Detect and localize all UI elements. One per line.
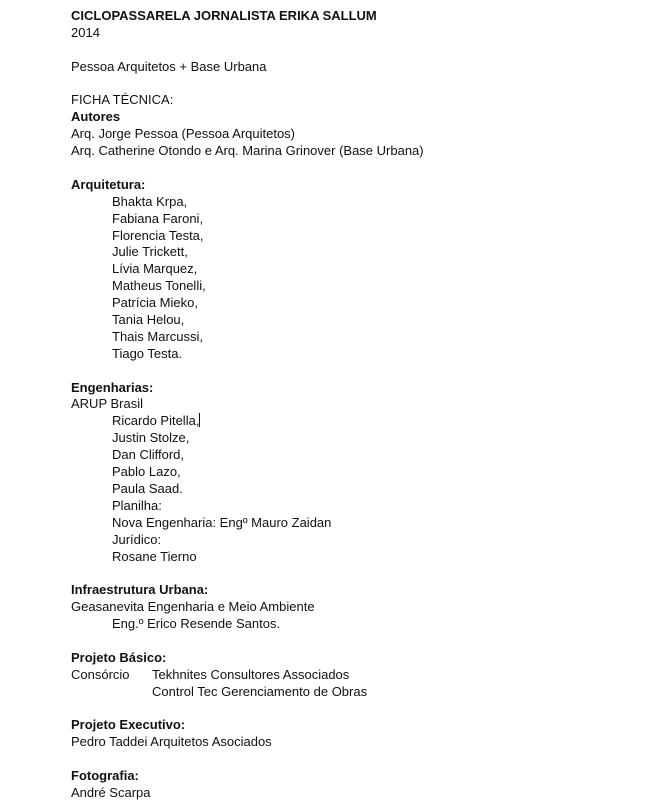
spacer bbox=[71, 751, 631, 768]
engineer-name: Pablo Lazo, bbox=[112, 464, 181, 480]
architect-name: Tania Helou, bbox=[112, 312, 185, 328]
architect-name: Tiago Testa. bbox=[112, 345, 183, 361]
arquitetura-heading: Arquitetura: bbox=[71, 176, 146, 192]
engineer-name: Jurídico: bbox=[112, 531, 162, 547]
spacer bbox=[71, 363, 631, 380]
engineer-name: Nova Engenharia: Engº Mauro Zaidan bbox=[112, 514, 332, 530]
consortium-member: Control Tec Gerenciamento de Obras bbox=[152, 683, 368, 699]
spacer bbox=[71, 42, 631, 59]
photographer-name: André Scarpa bbox=[71, 784, 151, 800]
autores-heading: Autores bbox=[71, 109, 121, 125]
engineer-name: Ricardo Pitella, bbox=[112, 413, 200, 429]
author-line: Arq. Jorge Pessoa (Pessoa Arquitetos) bbox=[71, 126, 296, 142]
document-title: CICLOPASSARELA JORNALISTA ERIKA SALLUM bbox=[71, 8, 377, 23]
author-line: Arq. Catherine Otondo e Arq. Marina Grinover (Base Urbana) bbox=[71, 143, 424, 159]
engenharias-heading: Engenharias: bbox=[71, 379, 154, 395]
fotografia-heading: Fotografia: bbox=[71, 768, 139, 784]
architect-name: Matheus Tonelli, bbox=[112, 278, 206, 294]
infraestrutura-heading: Infraestrutura Urbana: bbox=[71, 582, 209, 598]
projeto-executivo-company: Pedro Taddei Arquitetos Asociados bbox=[71, 734, 272, 750]
engineer-name: Paula Saad. bbox=[112, 480, 183, 496]
engineering-company: ARUP Brasil bbox=[71, 396, 144, 412]
engineer-name: Rosane Tierno bbox=[112, 548, 197, 564]
consortium-row bbox=[71, 667, 631, 684]
architect-name: Julie Trickett, bbox=[112, 244, 188, 260]
projeto-basico-heading: Projeto Básico: bbox=[71, 649, 167, 665]
spacer bbox=[71, 701, 631, 718]
consortium-row bbox=[71, 684, 631, 701]
engineer-name: Planilha: bbox=[112, 497, 162, 513]
engineer-name: Dan Clifford, bbox=[112, 447, 185, 463]
consortium-label: Consórcio bbox=[71, 666, 130, 682]
architect-name: Bhakta Krpa, bbox=[112, 193, 188, 209]
ficha-heading: FICHA TÉCNICA: bbox=[71, 92, 174, 108]
spacer bbox=[71, 160, 631, 177]
infraestrutura-person: Eng.º Erico Resende Santos. bbox=[112, 616, 281, 632]
architect-name: Lívia Marquez, bbox=[112, 261, 198, 277]
architect-name: Fabiana Faroni, bbox=[112, 210, 204, 226]
projeto-executivo-heading: Projeto Executivo: bbox=[71, 717, 186, 733]
architect-name: Patrícia Mieko, bbox=[112, 295, 198, 311]
project-year: 2014 bbox=[71, 24, 100, 40]
firms-line: Pessoa Arquitetos + Base Urbana bbox=[71, 58, 267, 74]
text-cursor bbox=[199, 413, 200, 427]
spacer bbox=[71, 76, 631, 93]
spacer bbox=[71, 633, 631, 650]
infraestrutura-company: Geasanevita Engenharia e Meio Ambiente bbox=[71, 599, 315, 615]
engineer-name-row bbox=[71, 413, 631, 430]
architect-name: Florencia Testa, bbox=[112, 227, 204, 243]
consortium-member: Tekhnites Consultores Associados bbox=[152, 666, 350, 682]
engineer-name: Justin Stolze, bbox=[112, 430, 190, 446]
spacer bbox=[71, 565, 631, 582]
architect-name: Thais Marcussi, bbox=[112, 328, 204, 344]
document-body[interactable] bbox=[71, 8, 631, 802]
